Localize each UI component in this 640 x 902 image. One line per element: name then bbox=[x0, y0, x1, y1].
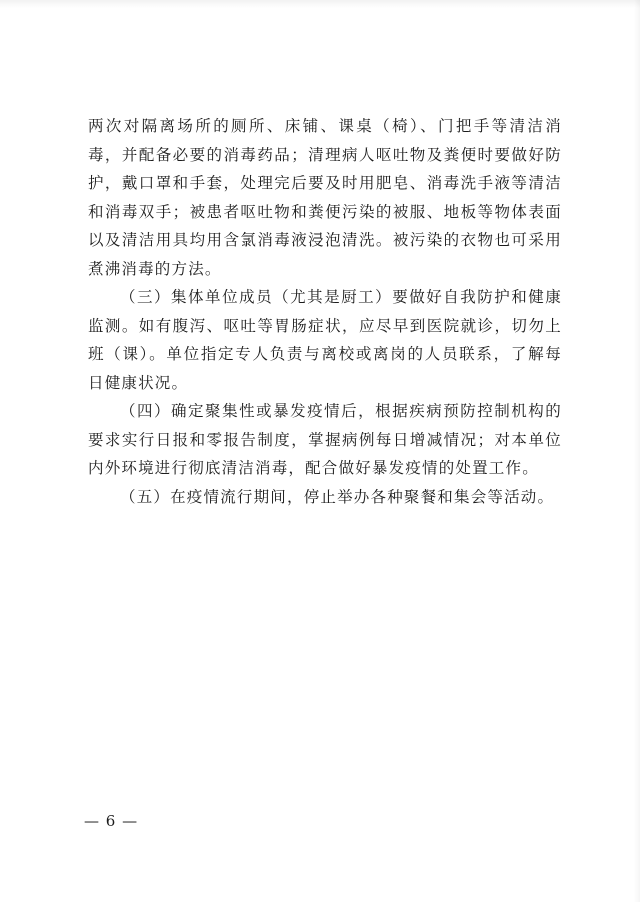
scan-shadow-top bbox=[0, 0, 640, 8]
paragraph-section-3: （三）集体单位成员（尤其是厨工）要做好自我防护和健康监测。如有腹泻、呕吐等胃肠症状，应尽早到医院就诊，切勿上班（课）。单位指定专人负责与离校或离岗的人员联系，了解每日健康状况。 bbox=[88, 288, 562, 392]
paragraph-continuation: 两次对隔离场所的厕所、床铺、课桌（椅）、门把手等清洁消毒，并配备必要的消毒药品；清理病人呕吐物及粪便时要做好防护，戴口罩和手套，处理完后要及时用肥皂、消毒洗手液等清洁和消毒双手；被患者呕吐物和粪便污染的被服、地板等物体表面以及清洁用具均用含氯消毒液浸泡清洗。被污染的衣物也可采用煮沸消毒的方法。 bbox=[88, 117, 562, 278]
paragraph-section-4: （四）确定聚集性或暴发疫情后，根据疾病预防控制机构的要求实行日报和零报告制度，掌握病例每日增减情况；对本单位内外环境进行彻底清洁消毒，配合做好暴发疫情的处置工作。 bbox=[88, 402, 562, 477]
document-body bbox=[88, 112, 562, 511]
paragraph-section-5: （五）在疫情流行期间，停止举办各种聚餐和集会等活动。 bbox=[120, 487, 555, 506]
scan-shadow-right bbox=[634, 0, 640, 902]
page-number: — 6 — bbox=[84, 812, 139, 830]
